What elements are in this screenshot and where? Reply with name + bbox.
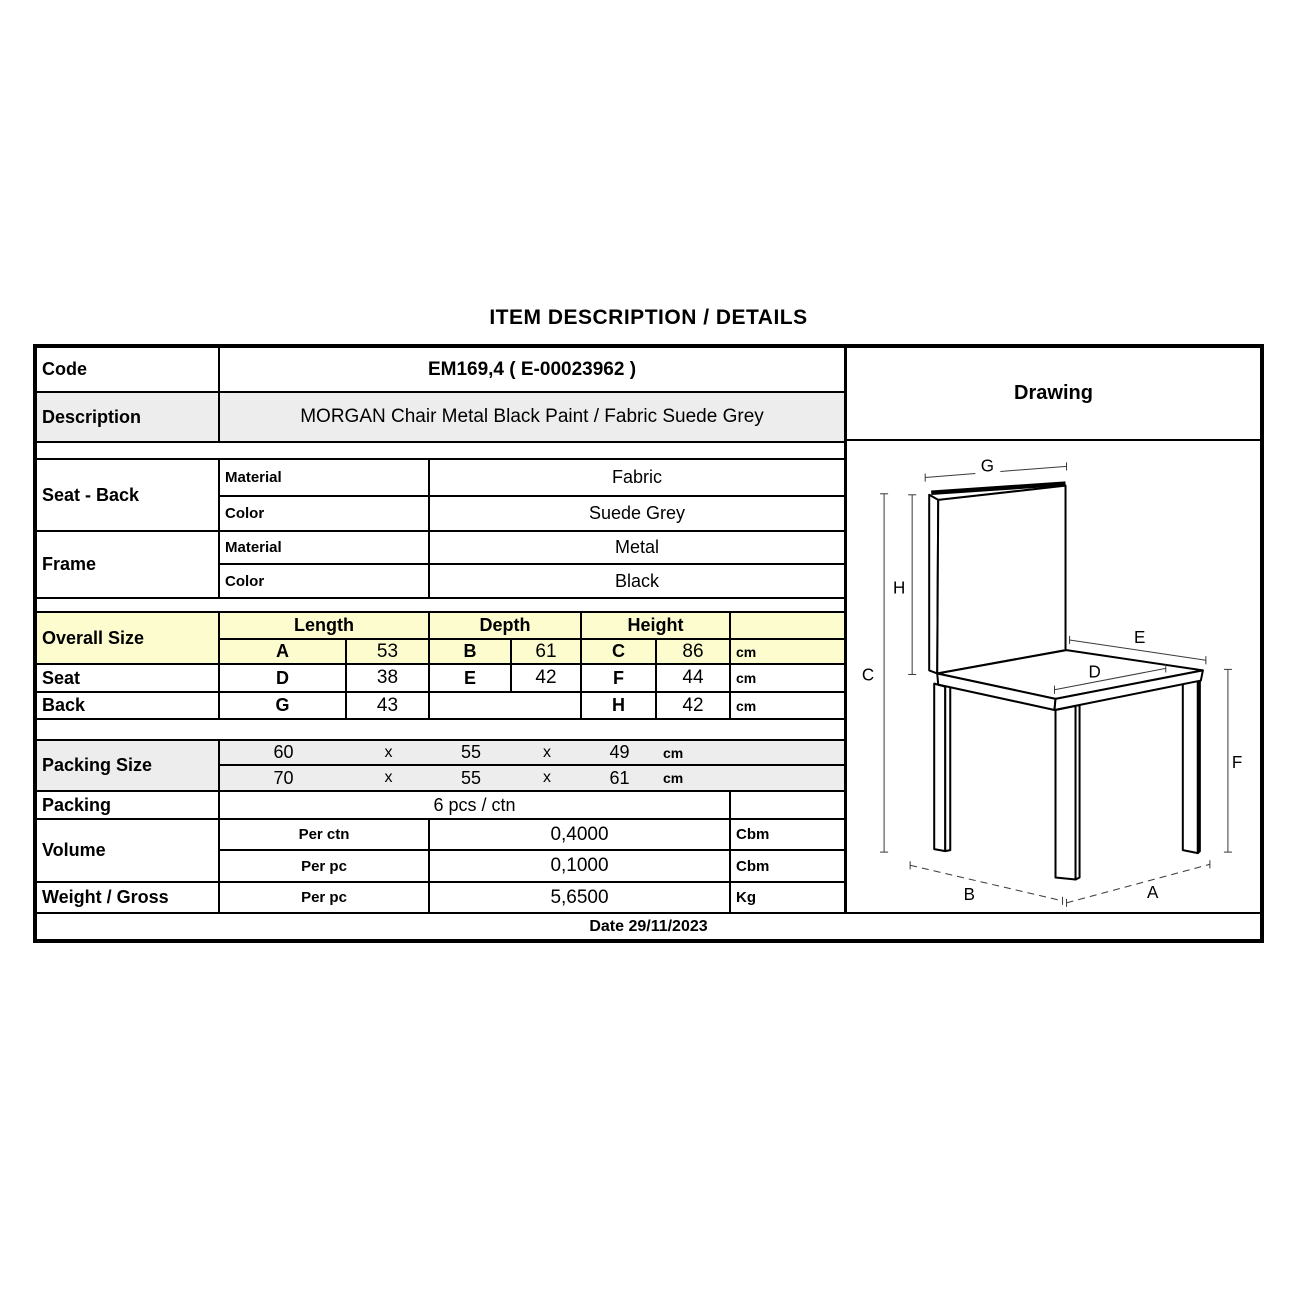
size-header-blank <box>731 613 847 640</box>
seat-height-key: F <box>582 665 657 693</box>
packing-size-label: Packing Size <box>37 741 220 792</box>
packing-dim-value: 49 <box>609 742 630 762</box>
seat-back-color-label: Color <box>220 497 430 532</box>
packing-label: Packing <box>37 792 220 820</box>
back-height-key: H <box>582 693 657 720</box>
size-header-length: Length <box>220 613 430 640</box>
drawing-area <box>847 441 1260 912</box>
code-label: Code <box>37 348 220 393</box>
seat-depth-key: E <box>430 665 512 693</box>
spec-sheet-table <box>33 344 1264 943</box>
frame-material-value: Metal <box>430 532 847 565</box>
packing-dim-value: 55 <box>460 742 482 762</box>
packing-value: 6 pcs / ctn <box>220 792 731 820</box>
seat-length-key: D <box>220 665 347 693</box>
packing-size-row-2 <box>220 766 847 792</box>
back-depth-blank <box>430 693 582 720</box>
chair-figure <box>929 484 1203 880</box>
packing-x-separator: x <box>543 769 551 786</box>
size-header-height: Height <box>582 613 731 640</box>
packing-unit: cm <box>663 770 684 786</box>
weight-per-pc-label: Per pc <box>220 883 430 914</box>
dim-label-a: A <box>1147 881 1159 902</box>
volume-per-pc-value: 0,1000 <box>430 851 731 883</box>
packing-x-separator: x <box>384 769 393 786</box>
drawing-title: Drawing <box>847 348 1260 441</box>
back-label: Back <box>37 693 220 720</box>
back-length-value: 43 <box>347 693 430 720</box>
seat-back-material-label: Material <box>220 460 430 497</box>
overall-length-key: A <box>220 640 347 665</box>
packing-unit: cm <box>663 744 684 761</box>
dim-label-c: C <box>861 664 875 685</box>
spacer-row <box>37 599 847 613</box>
back-length-key: G <box>220 693 347 720</box>
packing-dim-value: 61 <box>609 767 630 788</box>
seat-back-label: Seat - Back <box>37 460 220 532</box>
packing-dim-value: 55 <box>460 767 482 788</box>
volume-label: Volume <box>37 820 220 883</box>
frame-color-value: Black <box>430 565 847 599</box>
volume-per-ctn-unit: Cbm <box>731 820 847 851</box>
code-value: EM169,4 ( E-00023962 ) <box>220 348 847 393</box>
seat-label: Seat <box>37 665 220 693</box>
frame-material-label: Material <box>220 532 430 565</box>
packing-size-row-1 <box>220 741 847 766</box>
overall-height-value: 86 <box>657 640 731 665</box>
date-row: Date 29/11/2023 <box>589 917 708 935</box>
overall-depth-key: B <box>430 640 512 665</box>
spacer-row <box>37 443 847 460</box>
overall-length-value: 53 <box>347 640 430 665</box>
description-value: MORGAN Chair Metal Black Paint / Fabric Suede Grey <box>220 393 847 443</box>
overall-unit: cm <box>731 640 847 665</box>
spec-grid <box>37 348 847 914</box>
volume-per-ctn-label: Per ctn <box>220 820 430 851</box>
weight-gross-label: Weight / Gross <box>37 883 220 914</box>
dim-label-h: H <box>892 577 906 598</box>
back-height-value: 42 <box>657 693 731 720</box>
volume-per-ctn-value: 0,4000 <box>430 820 731 851</box>
spacer-row <box>37 720 847 741</box>
packing-dim-value: 70 <box>273 767 294 788</box>
packing-blank <box>731 792 847 820</box>
dim-label-b: B <box>963 883 975 904</box>
weight-unit: Kg <box>731 883 847 914</box>
seat-unit: cm <box>731 665 847 693</box>
overall-size-label: Overall Size <box>37 613 220 665</box>
seat-length-value: 38 <box>347 665 430 693</box>
description-label: Description <box>37 393 220 443</box>
packing-x-separator: x <box>384 743 393 761</box>
size-header-depth: Depth <box>430 613 582 640</box>
dim-label-f: F <box>1231 751 1243 772</box>
dim-label-g: G <box>980 455 994 476</box>
packing-x-separator: x <box>543 743 551 761</box>
seat-depth-value: 42 <box>512 665 582 693</box>
frame-label: Frame <box>37 532 220 599</box>
seat-back-material-value: Fabric <box>430 460 847 497</box>
overall-height-key: C <box>582 640 657 665</box>
drawing-panel <box>847 348 1260 914</box>
back-unit: cm <box>731 693 847 720</box>
dim-label-d: D <box>1088 661 1101 682</box>
page-title: ITEM DESCRIPTION / DETAILS <box>489 306 808 329</box>
overall-depth-value: 61 <box>512 640 582 665</box>
seat-back-color-value: Suede Grey <box>430 497 847 532</box>
dim-label-e: E <box>1134 626 1146 648</box>
chair-technical-drawing <box>847 441 1260 912</box>
packing-dim-value: 60 <box>273 742 294 762</box>
volume-per-pc-label: Per pc <box>220 851 430 883</box>
volume-per-pc-unit: Cbm <box>731 851 847 883</box>
seat-height-value: 44 <box>657 665 731 693</box>
frame-color-label: Color <box>220 565 430 599</box>
weight-value: 5,6500 <box>430 883 731 914</box>
